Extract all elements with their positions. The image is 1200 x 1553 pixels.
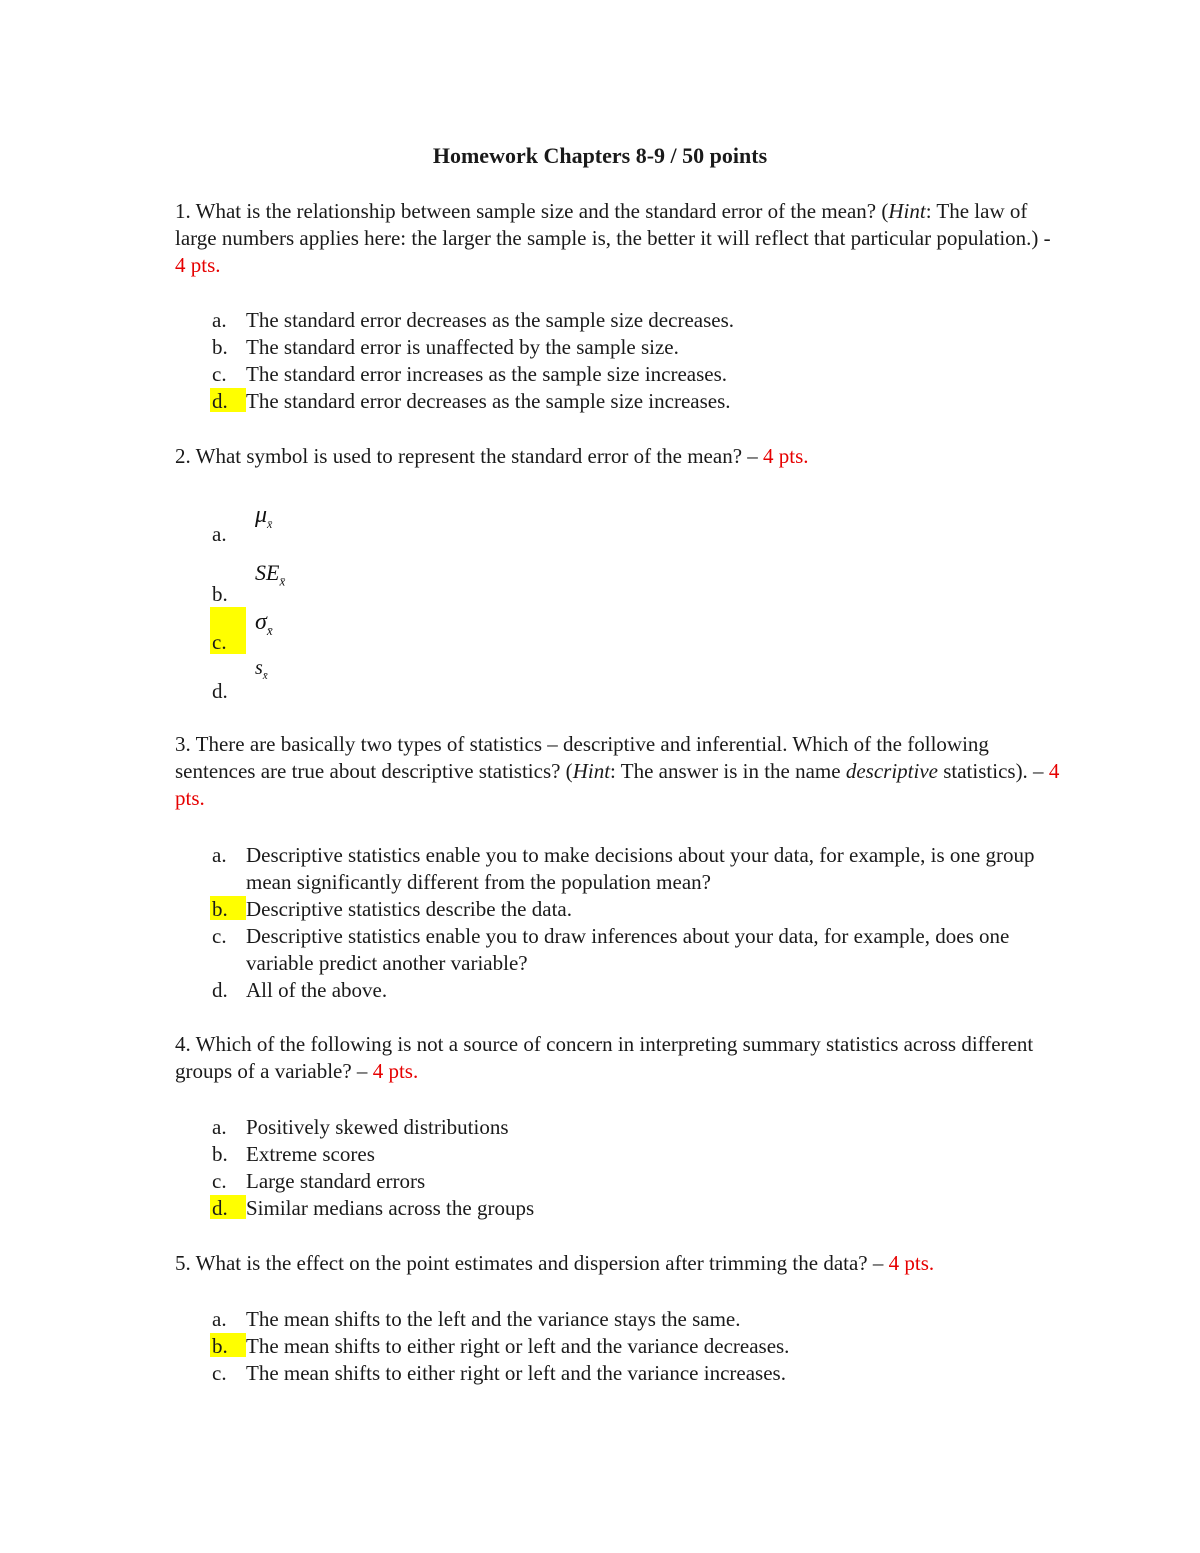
symbol-subscript: x̄ xyxy=(266,622,273,638)
page-title: Homework Chapters 8-9 / 50 points xyxy=(432,143,768,168)
option-letter: b. xyxy=(212,582,228,606)
option-text: The standard error decreases as the sample size decreases. xyxy=(246,308,735,332)
question-1 xyxy=(175,198,1065,279)
symbol-main: SE xyxy=(255,560,280,585)
mu-xbar-symbol xyxy=(255,502,272,532)
question-2-text: 2. What symbol is used to represent the standard error of the mean? – xyxy=(175,444,764,468)
option-letter: c. xyxy=(212,1169,227,1193)
option-text: The standard error is unaffected by the sample size. xyxy=(246,335,679,359)
option-letter: a. xyxy=(212,1115,227,1139)
symbol-subscript: x̄ xyxy=(267,516,273,531)
question-5-points: 4 pts. xyxy=(888,1251,935,1275)
sigma-xbar-symbol xyxy=(255,609,273,639)
question-5-option-b xyxy=(210,1333,1060,1360)
question-1-options xyxy=(210,307,1060,415)
question-4-option-d xyxy=(210,1195,1060,1222)
question-4-option-c xyxy=(210,1168,1060,1195)
option-text: All of the above. xyxy=(246,978,388,1002)
question-1-hint-label: Hint xyxy=(888,199,926,223)
symbol-main: s xyxy=(255,657,263,679)
question-4-option-a xyxy=(210,1114,1060,1141)
question-3-text: 3. There are basically two types of statistics – descriptive and inferential. Which of the following sentences are true about descriptive statistics? ( xyxy=(175,732,989,783)
option-letter: d. xyxy=(212,679,228,703)
option-letter: c. xyxy=(212,1361,227,1385)
question-2-points: 4 pts. xyxy=(763,444,809,468)
option-letter-highlighted: b. xyxy=(210,1333,246,1357)
question-5-option-c xyxy=(210,1360,1060,1387)
question-1-points: 4 pts. xyxy=(175,253,221,277)
option-text: Positively skewed distributions xyxy=(246,1115,509,1139)
question-1-hint-text: : The law of large numbers applies here: the larger the sample is, the better it will reflect that particular population.) - xyxy=(175,199,1051,250)
option-text: Extreme scores xyxy=(246,1142,375,1166)
question-1-text: 1. What is the relationship between sample size and the standard error of the mean? ( xyxy=(175,199,889,223)
option-text: The mean shifts to either right or left and the variance increases. xyxy=(246,1361,786,1385)
question-3-option-a xyxy=(210,842,1060,896)
question-5-option-a xyxy=(210,1306,1060,1333)
question-5-options xyxy=(210,1306,1060,1387)
question-4-text: 4. Which of the following is not a source of concern in interpreting summary statistics across different groups of a variable? – xyxy=(175,1032,1034,1083)
symbol-subscript: x̄ xyxy=(279,573,286,589)
option-letter-highlighted: d. xyxy=(210,1195,246,1219)
option-text: Descriptive statistics enable you to draw inferences about your data, for example, does one variable predict another variable? xyxy=(246,924,1010,975)
option-letter-highlighted: b. xyxy=(210,896,246,920)
question-4 xyxy=(175,1031,1065,1085)
question-1-option-c xyxy=(210,361,1060,388)
se-xbar-symbol xyxy=(255,560,285,589)
option-text: Descriptive statistics enable you to make decisions about your data, for example, is one group mean significantly different from the population mean? xyxy=(246,843,1035,894)
option-text: The standard error decreases as the sample size increases. xyxy=(246,389,731,413)
question-3-option-d xyxy=(210,977,1060,1004)
symbol-main: σ xyxy=(255,609,267,635)
question-3 xyxy=(175,731,1065,812)
s-xbar-symbol xyxy=(255,657,268,682)
question-3-option-b xyxy=(210,896,1060,923)
option-text: Large standard errors xyxy=(246,1169,426,1193)
option-letter: a. xyxy=(212,308,227,332)
question-5-text: 5. What is the effect on the point estimates and dispersion after trimming the data? – xyxy=(175,1251,889,1275)
question-4-points: 4 pts. xyxy=(372,1059,419,1083)
option-text: Descriptive statistics describe the data. xyxy=(246,897,572,921)
option-letter: c. xyxy=(212,362,227,386)
question-1-option-b xyxy=(210,334,1060,361)
question-1-option-a xyxy=(210,307,1060,334)
option-letter: d. xyxy=(212,978,228,1002)
option-letter-highlighted: d. xyxy=(210,388,246,412)
option-text: The mean shifts to the left and the variance stays the same. xyxy=(246,1307,741,1331)
option-letter-highlighted: c. xyxy=(210,607,246,654)
symbol-subscript: x̄ xyxy=(262,670,268,682)
question-1-option-d xyxy=(210,388,1060,415)
option-letter: b. xyxy=(212,1142,228,1166)
option-text: The standard error increases as the sample size increases. xyxy=(246,362,728,386)
question-3-text-end: statistics). – xyxy=(937,759,1049,783)
question-4-option-b xyxy=(210,1141,1060,1168)
option-letter: a. xyxy=(212,522,227,546)
question-2 xyxy=(175,443,1065,470)
question-3-options xyxy=(210,842,1060,1004)
question-3-hint-text: : The answer is in the name xyxy=(610,759,846,783)
option-letter: b. xyxy=(212,335,228,359)
question-5 xyxy=(175,1250,1065,1277)
question-4-options xyxy=(210,1114,1060,1222)
symbol-main: μ xyxy=(255,502,268,528)
question-3-points: 4 pts. xyxy=(175,759,1060,810)
option-text: The mean shifts to either right or left and the variance decreases. xyxy=(246,1334,790,1358)
option-letter: a. xyxy=(212,843,227,867)
question-3-emphasis: descriptive xyxy=(845,759,938,783)
option-text: Similar medians across the groups xyxy=(246,1196,535,1220)
option-letter: c. xyxy=(212,924,227,948)
question-3-option-c xyxy=(210,923,1060,977)
question-3-hint-label: Hint xyxy=(572,759,611,783)
option-letter: a. xyxy=(212,1307,227,1331)
